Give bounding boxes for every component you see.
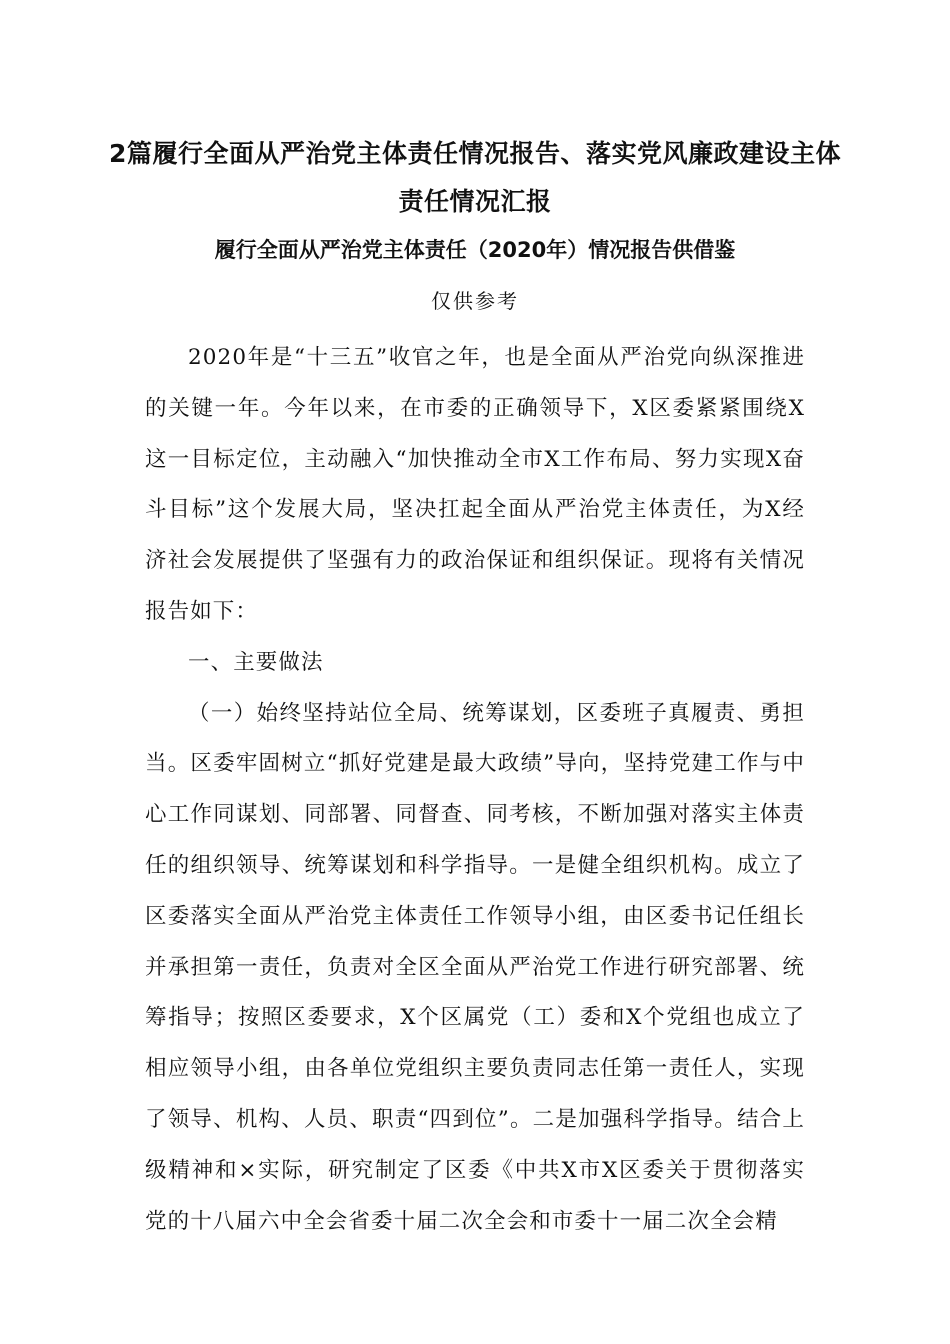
paragraph-section-1: （一）始终坚持站位全局、统筹谋划，区委班子真履责、勇担当。区委牢固树立“抓好党建是最大政绩”导向，坚持党建工作与中心工作同谋划、同部署、同督查、同考核，不断加强对落实主体责任的组织领导、统筹谋划和科学指导。一是健全组织机构。成立了区委落实全面从严治党主体责任工作领导小组，由区委书记任组长并承担第一责任，负责对全区全面从严治党工作进行研究部署、统筹指导；按照区委要求，X个区属党（工）委和X个党组也成立了相应领导小组，由各单位党组织主要负责同志任第一责任人，实现了领导、机构、人员、职责“四到位”。二是加强科学指导。结合上级精神和×实际，研究制定了区委《中共X市X区委关于贯彻落实党的十八届六中全会省委十届二次全会和市委十一届二次全会精 <box>145 700 805 1234</box>
reference-note: 仅供参考 <box>431 289 519 313</box>
document-subtitle: 履行全面从严治党主体责任（2020年）情况报告供借鉴 <box>214 238 736 262</box>
document-title: 2篇履行全面从严治党主体责任情况报告、落实党风廉政建设主体责任情况汇报 <box>109 139 841 216</box>
document-body <box>145 333 805 1247</box>
paragraph-intro: 2020年是“十三五”收官之年，也是全面从严治党向纵深推进的关键一年。今年以来，在市委的正确领导下，X区委紧紧围绕X这一目标定位，主动融入“加快推动全市X工作布局、努力实现X奋斗目标”这个发展大局，坚决扛起全面从严治党主体责任，为X经济社会发展提供了坚强有力的政治保证和组织保证。现将有关情况报告如下： <box>145 345 805 624</box>
section-heading: 一、主要做法 <box>188 649 324 675</box>
